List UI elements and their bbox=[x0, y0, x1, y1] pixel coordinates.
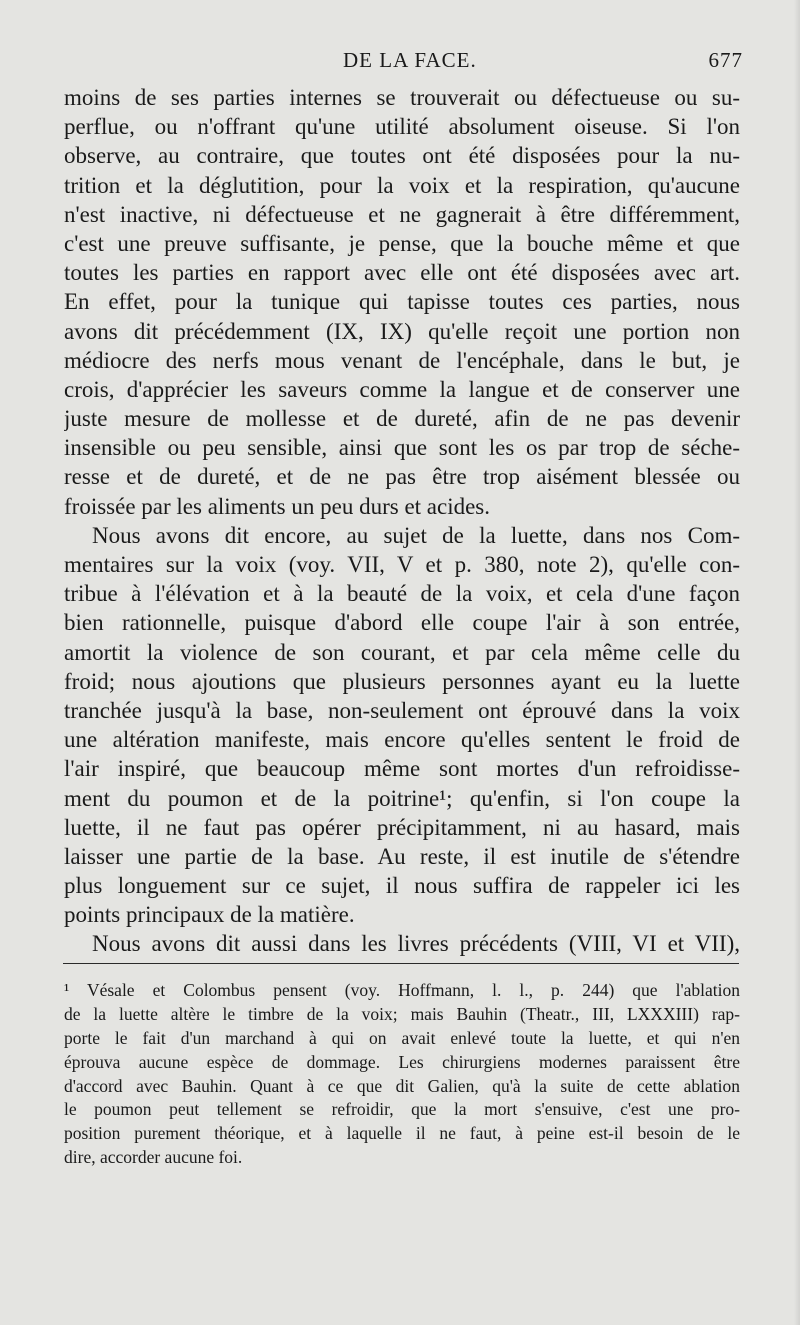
text-line: tranchée jusqu'à la base, non-seulement ont éprouvé dans la voix bbox=[64, 697, 740, 723]
main-text bbox=[64, 83, 740, 959]
footnote-line: position purement théorique, et à laquelle il ne faut, à peine est-il besoin de le bbox=[64, 1123, 740, 1144]
footnote-line: le poumon peut tellement se refroidir, que la mort s'ensuive, c'est une pro- bbox=[64, 1099, 740, 1120]
text-line: En effet, pour la tunique qui tapisse toutes ces parties, nous bbox=[64, 289, 740, 315]
text-line: avons dit précédemment (IX, IX) qu'elle reçoit une portion non bbox=[64, 318, 740, 344]
text-line: luette, il ne faut pas opérer précipitamment, ni au hasard, mais bbox=[64, 814, 740, 840]
text-line: Nous avons dit aussi dans les livres précédents (VIII, VI et VII), bbox=[92, 931, 740, 957]
text-line: ment du poumon et de la poitrine¹; qu'enfin, si l'on coupe la bbox=[64, 785, 740, 811]
footnote-line: porte le fait d'un marchand à qui on avait enlevé toute la luette, et qui n'en bbox=[64, 1027, 740, 1048]
text-line: n'est inactive, ni défectueuse et ne gagnerait à être différemment, bbox=[64, 201, 740, 227]
text-line: froissée par les aliments un peu durs et acides. bbox=[64, 493, 491, 519]
text-line: crois, d'apprécier les saveurs comme la langue et de conserver une bbox=[64, 376, 740, 402]
text-line: amortit la violence de son courant, et par cela même celle du bbox=[64, 639, 740, 665]
text-line: resse et de dureté, et de ne pas être trop aisément blessée ou bbox=[64, 464, 740, 490]
text-line: toutes les parties en rapport avec elle ont été disposées avec art. bbox=[64, 260, 740, 286]
page-number: 677 bbox=[708, 48, 743, 72]
footnote-divider bbox=[63, 963, 739, 964]
text-line: laisser une partie de la base. Au reste, il est inutile de s'étendre bbox=[64, 843, 740, 869]
page-edge-shadow bbox=[794, 0, 800, 1325]
running-title: DE LA FACE. bbox=[343, 48, 477, 72]
text-line: mentaires sur la voix (voy. VII, V et p. 380, note 2), qu'elle con- bbox=[64, 552, 740, 577]
text-line: moins de ses parties internes se trouverait ou défectueuse ou su- bbox=[64, 85, 740, 110]
text-line: c'est une preuve suffisante, je pense, que la bouche même et que bbox=[64, 230, 740, 256]
footnote-line: de la luette altère le timbre de la voix; mais Bauhin (Theatr., III, LXXXIII) rap- bbox=[64, 1003, 740, 1024]
footnote-line: dire, accorder aucune foi. bbox=[64, 1147, 243, 1168]
text-line: observe, au contraire, que toutes ont été disposées pour la nu- bbox=[64, 143, 740, 169]
text-line: juste mesure de mollesse et de dureté, afin de ne pas devenir bbox=[64, 406, 740, 432]
footnote-line: éprouva aucune espèce de dommage. Les chirurgiens modernes paraissent être bbox=[64, 1051, 740, 1072]
text-line: points principaux de la matière. bbox=[64, 902, 355, 928]
text-line: perflue, ou n'offrant qu'une utilité absolument oiseuse. Si l'on bbox=[64, 114, 740, 140]
text-line: l'air inspiré, que beaucoup même sont mortes d'un refroidisse- bbox=[64, 756, 740, 782]
text-line: tribue à l'élévation et à la beauté de la voix, et cela d'une façon bbox=[64, 581, 740, 607]
footnote bbox=[64, 979, 740, 1170]
text-line: médiocre des nerfs mous venant de l'encéphale, dans le but, je bbox=[64, 347, 740, 373]
footnote-line: ¹ Vésale et Colombus pensent (voy. Hoffmann, l. l., p. 244) que l'ablation bbox=[64, 980, 740, 1000]
text-line: Nous avons dit encore, au sujet de la luette, dans nos Com- bbox=[92, 522, 740, 548]
text-line: froid; nous ajoutions que plusieurs personnes ayant eu la luette bbox=[64, 668, 740, 694]
text-line: bien rationnelle, puisque d'abord elle coupe l'air à son entrée, bbox=[64, 610, 740, 636]
text-line: une altération manifeste, mais encore qu'elles sentent le froid de bbox=[64, 727, 740, 753]
text-line: trition et la déglutition, pour la voix et la respiration, qu'aucune bbox=[64, 172, 740, 198]
running-header bbox=[0, 48, 800, 74]
text-line: insensible ou peu sensible, ainsi que sont les os par trop de séche- bbox=[64, 435, 740, 461]
text-line: plus longuement sur ce sujet, il nous suffira de rappeler ici les bbox=[64, 873, 740, 899]
footnote-line: d'accord avec Bauhin. Quant à ce que dit Galien, qu'à la suite de cette ablation bbox=[64, 1075, 740, 1096]
